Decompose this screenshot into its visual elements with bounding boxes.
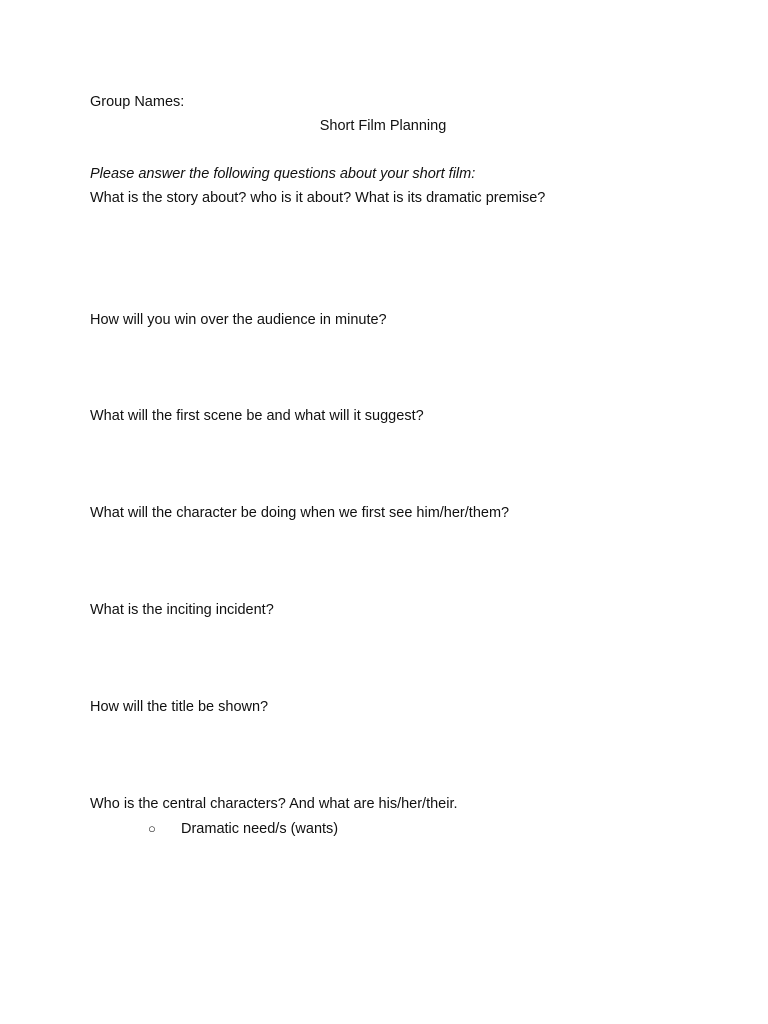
question-story: What is the story about? who is it about? What is its dramatic premise?: [90, 190, 546, 206]
page-title: Short Film Planning: [319, 118, 447, 134]
sub-item-dramatic-needs: Dramatic need/s (wants): [181, 821, 339, 837]
question-character-doing: What will the character be doing when we first see him/her/them?: [90, 505, 510, 521]
instructions-text: Please answer the following questions about your short film:: [90, 166, 476, 182]
hollow-circle-bullet-icon: ○: [148, 821, 156, 836]
question-first-scene: What will the first scene be and what will it suggest?: [90, 408, 424, 424]
question-inciting-incident: What is the inciting incident?: [90, 602, 274, 618]
question-title-shown: How will the title be shown?: [90, 699, 269, 715]
question-central-characters: Who is the central characters? And what are his/her/their.: [90, 796, 458, 812]
group-names-label: Group Names:: [90, 94, 185, 110]
question-win-audience: How will you win over the audience in minute?: [90, 312, 387, 328]
